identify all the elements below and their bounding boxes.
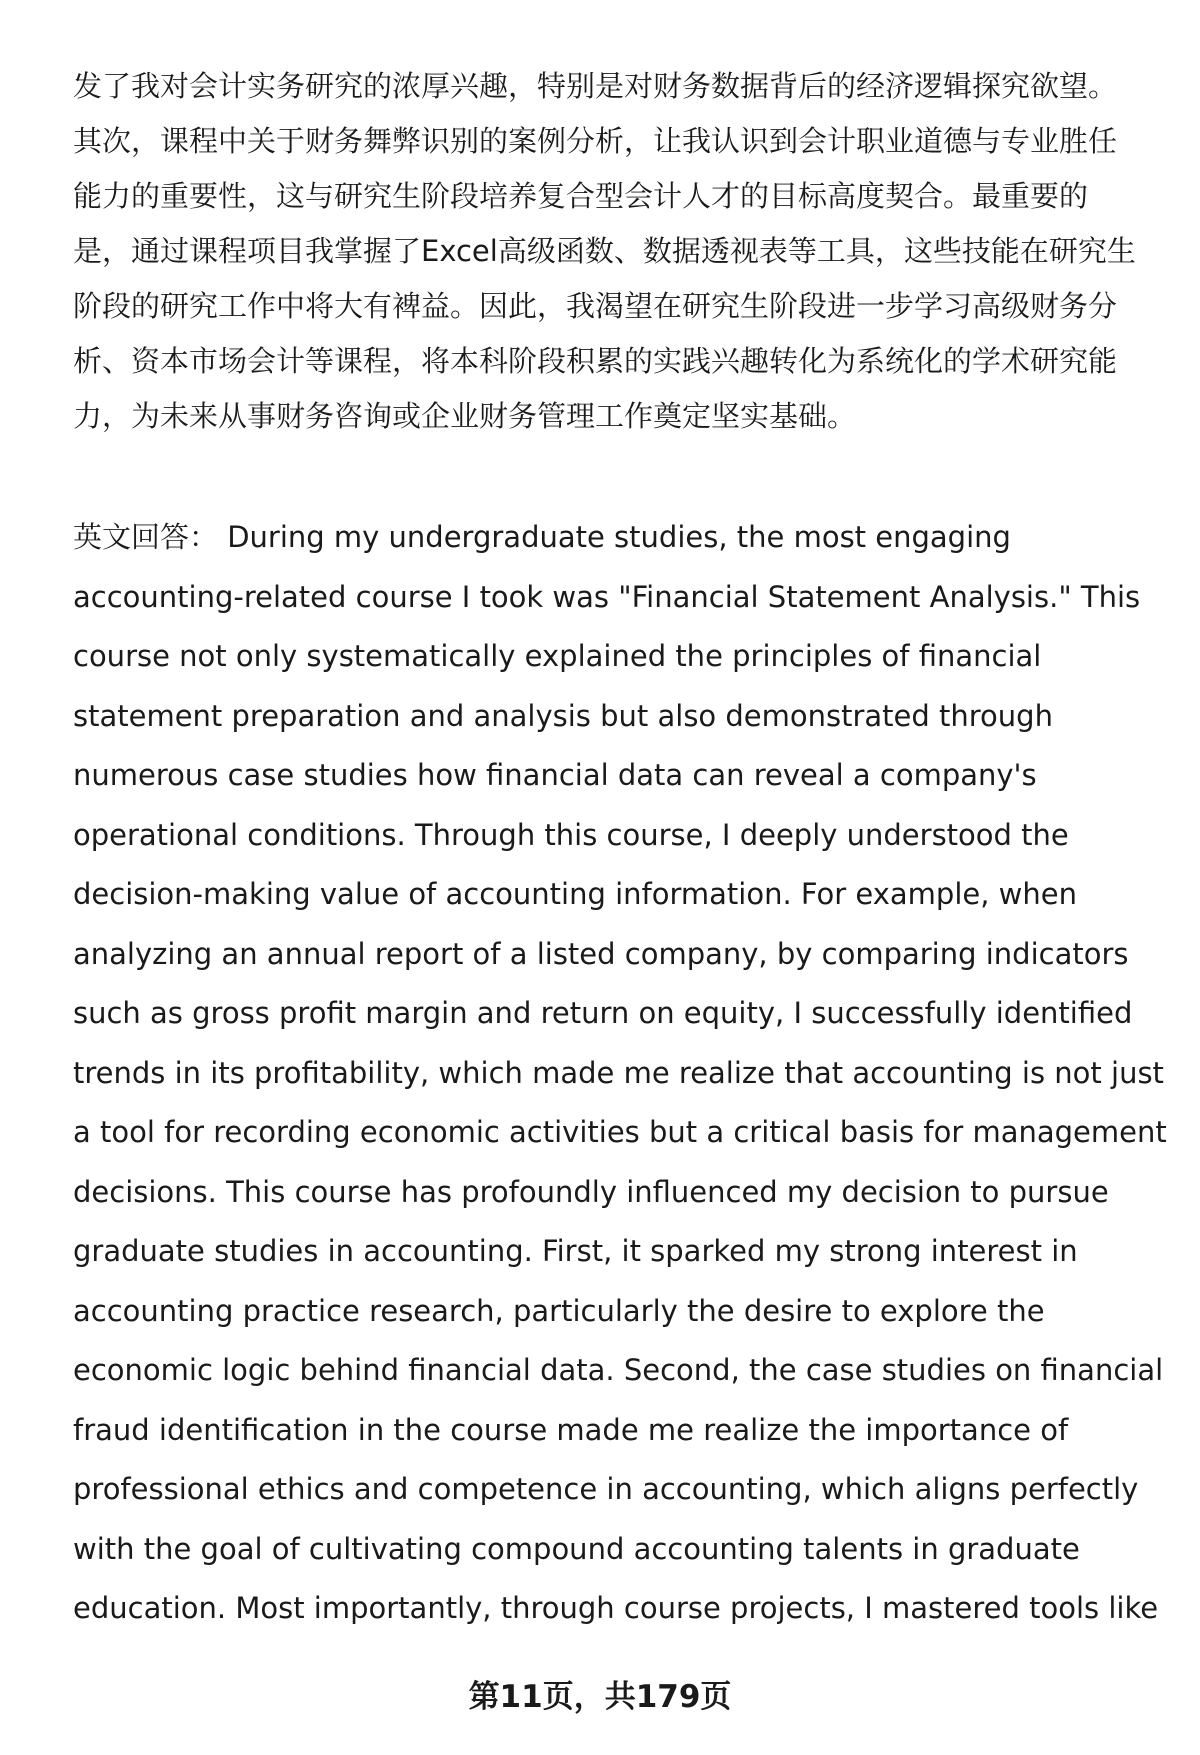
body-line: trends in its profitability, which made me realize that accounting is not just <box>73 1056 1164 1090</box>
body-line: 英文回答： During my undergraduate studies, the most engaging <box>73 520 1011 554</box>
body-line: accounting practice research, particularly the desire to explore the <box>73 1294 1045 1328</box>
body-line: 其次，课程中关于财务舞弊识别的案例分析，让我认识到会计职业道德与专业胜任 <box>73 124 1118 158</box>
body-line: graduate studies in accounting. First, it sparked my strong interest in <box>73 1234 1078 1268</box>
body-line: operational conditions. Through this course, I deeply understood the <box>73 818 1069 852</box>
body-line: accounting-related course I took was "Financial Statement Analysis." This <box>73 580 1141 614</box>
body-line: such as gross profit margin and return on equity, I successfully identified <box>73 996 1133 1030</box>
body-line: education. Most importantly, through course projects, I mastered tools like <box>73 1591 1159 1625</box>
body-line: a tool for recording economic activities but a critical basis for management <box>73 1115 1167 1149</box>
body-line: decision-making value of accounting information. For example, when <box>73 877 1077 911</box>
body-line: 是，通过课程项目我掌握了Excel高级函数、数据透视表等工具，这些技能在研究生 <box>73 234 1136 268</box>
body-line: 能力的重要性，这与研究生阶段培养复合型会计人才的目标高度契合。最重要的 <box>73 179 1089 213</box>
body-line: fraud identification in the course made me realize the importance of <box>73 1413 1069 1447</box>
body-line: 发了我对会计实务研究的浓厚兴趣，特别是对财务数据背后的经济逻辑探究欲望。 <box>73 69 1118 103</box>
body-line: 力，为未来从事财务咨询或企业财务管理工作奠定坚实基础。 <box>73 399 857 433</box>
body-line: analyzing an annual report of a listed company, by comparing indicators <box>73 937 1129 971</box>
body-line: 阶段的研究工作中将大有裨益。因此，我渴望在研究生阶段进一步学习高级财务分 <box>73 289 1118 323</box>
body-line: course not only systematically explained the principles of financial <box>73 639 1042 673</box>
body-line: statement preparation and analysis but also demonstrated through <box>73 699 1053 733</box>
page-number: 第11页，共179页 <box>468 1679 732 1715</box>
body-line: with the goal of cultivating compound accounting talents in graduate <box>73 1532 1080 1566</box>
body-line: economic logic behind financial data. Second, the case studies on financial <box>73 1353 1164 1387</box>
body-line: numerous case studies how financial data can reveal a company's <box>73 758 1037 792</box>
body-line: professional ethics and competence in accounting, which aligns perfectly <box>73 1472 1139 1506</box>
body-line: decisions. This course has profoundly influenced my decision to pursue <box>73 1175 1109 1209</box>
body-line: 析、资本市场会计等课程，将本科阶段积累的实践兴趣转化为系统化的学术研究能 <box>73 344 1118 378</box>
